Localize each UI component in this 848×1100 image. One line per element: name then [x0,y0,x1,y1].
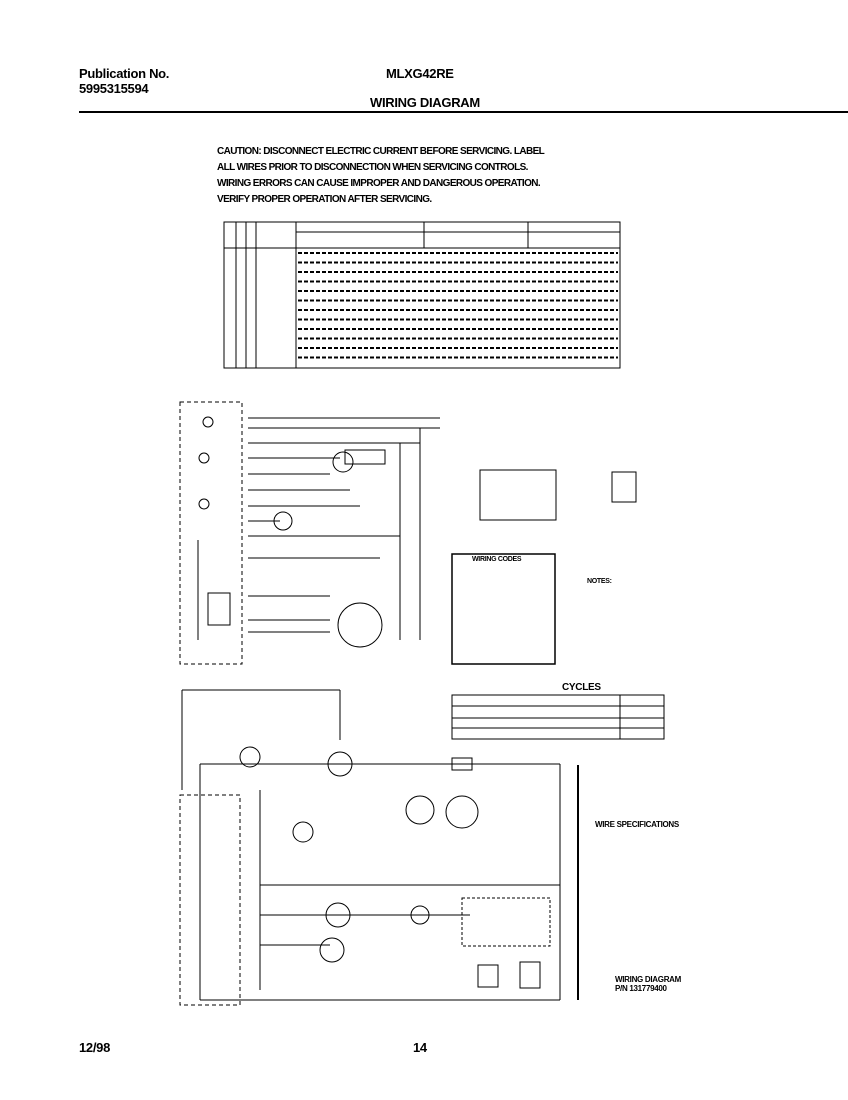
publication-label: Publication No. [79,66,170,81]
dryer-circuit [180,690,578,1005]
publication-number: 5995315594 [79,81,149,96]
washer-circuit [180,402,440,664]
caution-line: VERIFY PROPER OPERATION AFTER SERVICING. [217,194,432,205]
caution-line: WIRING ERRORS CAN CAUSE IMPROPER AND DANGEROUS OPERATION. [217,178,541,189]
timer-sequence-chart [224,222,620,368]
control-detail [480,470,556,520]
page-title: WIRING DIAGRAM [370,95,480,110]
caution-line: ALL WIRES PRIOR TO DISCONNECTION WHEN SERVICING CONTROLS. [217,162,528,173]
wire-specs-title: WIRE SPECIFICATIONS [595,820,679,829]
footer-date: 12/98 [79,1040,111,1055]
thermostat-detail [612,472,636,502]
wiring-codes-title: WIRING CODES [472,556,522,563]
model-number: MLXG42RE [386,66,454,81]
cycles-title: CYCLES [562,682,601,693]
caution-line: CAUTION: DISCONNECT ELECTRIC CURRENT BEFORE SERVICING. LABEL [217,146,545,157]
diagram-label-line1: WIRING DIAGRAM [615,975,682,984]
cycles-table [452,695,664,739]
wiring-codes-box [452,554,555,664]
page-number: 14 [413,1040,427,1055]
notes-title: NOTES: [587,578,612,585]
diagram-part-number: P/N 131779400 [615,984,667,993]
